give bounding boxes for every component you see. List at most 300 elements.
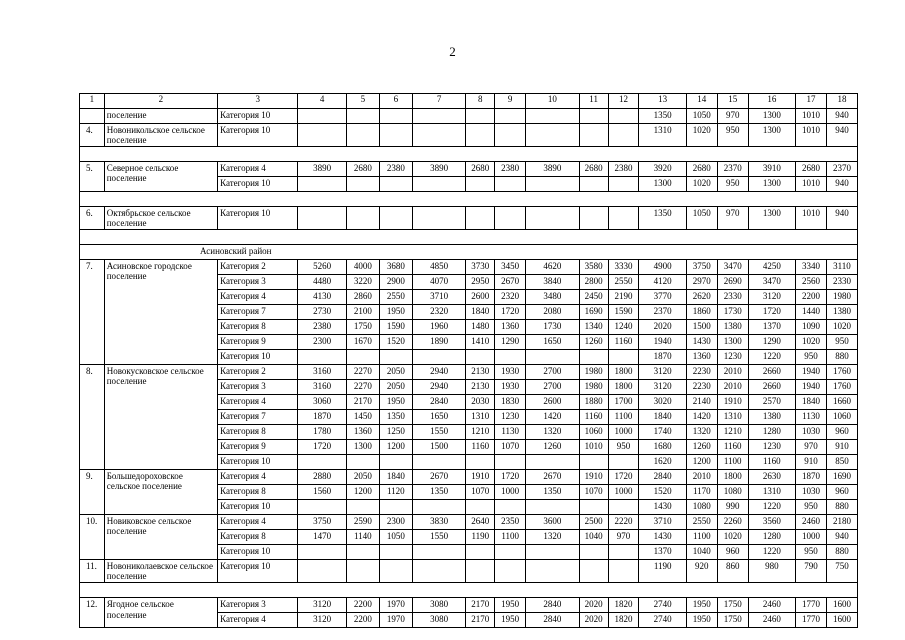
value-cell: 3710 bbox=[412, 290, 466, 305]
value-cell: 950 bbox=[796, 350, 827, 365]
value-cell bbox=[526, 124, 580, 147]
value-cell: 1890 bbox=[412, 335, 466, 350]
value-cell: 2460 bbox=[748, 613, 795, 628]
category-cell: Категория 2 bbox=[218, 365, 298, 380]
value-cell: 1210 bbox=[717, 425, 748, 440]
column-number-cell: 2 bbox=[104, 94, 217, 109]
value-cell: 4850 bbox=[412, 260, 466, 275]
value-cell: 1500 bbox=[412, 440, 466, 455]
value-cell: 1800 bbox=[608, 380, 639, 395]
value-cell: 1750 bbox=[717, 613, 748, 628]
value-cell: 1070 bbox=[466, 485, 495, 500]
value-cell: 1160 bbox=[608, 335, 639, 350]
value-cell: 3730 bbox=[466, 260, 495, 275]
row-number-cell: 11. bbox=[80, 560, 105, 583]
value-cell: 1300 bbox=[346, 440, 379, 455]
value-cell: 2180 bbox=[826, 515, 857, 530]
value-cell bbox=[608, 545, 639, 560]
value-cell: 960 bbox=[717, 545, 748, 560]
value-cell: 1690 bbox=[826, 470, 857, 485]
value-cell: 2460 bbox=[796, 515, 827, 530]
table-row bbox=[80, 515, 858, 530]
row-number-cell: 7. bbox=[80, 260, 105, 365]
value-cell: 1350 bbox=[379, 410, 412, 425]
value-cell: 2370 bbox=[639, 305, 686, 320]
category-cell: Категория 10 bbox=[218, 207, 298, 230]
value-cell bbox=[346, 350, 379, 365]
value-cell: 1230 bbox=[748, 440, 795, 455]
value-cell: 1380 bbox=[826, 305, 857, 320]
value-cell: 2100 bbox=[346, 305, 379, 320]
value-cell: 2680 bbox=[579, 162, 608, 177]
value-cell: 1760 bbox=[826, 365, 857, 380]
value-cell: 3890 bbox=[412, 162, 466, 177]
value-cell: 1230 bbox=[495, 410, 526, 425]
column-number-cell: 16 bbox=[748, 94, 795, 109]
table-row bbox=[80, 365, 858, 380]
value-cell bbox=[379, 560, 412, 583]
value-cell: 1020 bbox=[826, 320, 857, 335]
value-cell: 1430 bbox=[639, 500, 686, 515]
value-cell: 2840 bbox=[526, 613, 580, 628]
separator-cell bbox=[80, 192, 858, 207]
value-cell: 1820 bbox=[608, 613, 639, 628]
value-cell: 1000 bbox=[608, 425, 639, 440]
value-cell bbox=[466, 350, 495, 365]
value-cell: 3340 bbox=[796, 260, 827, 275]
value-cell bbox=[526, 207, 580, 230]
value-cell: 4120 bbox=[639, 275, 686, 290]
value-cell: 2840 bbox=[412, 395, 466, 410]
value-cell: 2130 bbox=[466, 380, 495, 395]
table-row bbox=[80, 560, 858, 583]
value-cell: 2550 bbox=[608, 275, 639, 290]
value-cell: 2690 bbox=[717, 275, 748, 290]
value-cell bbox=[379, 350, 412, 365]
value-cell: 1720 bbox=[298, 440, 346, 455]
category-cell: Категория 10 bbox=[218, 545, 298, 560]
value-cell: 4130 bbox=[298, 290, 346, 305]
value-cell: 1750 bbox=[346, 320, 379, 335]
value-cell: 960 bbox=[826, 485, 857, 500]
value-cell bbox=[608, 455, 639, 470]
district-heading: Асиновский район bbox=[80, 245, 858, 260]
value-cell: 1190 bbox=[639, 560, 686, 583]
value-cell: 1360 bbox=[346, 425, 379, 440]
value-cell: 1720 bbox=[495, 305, 526, 320]
value-cell: 2680 bbox=[466, 162, 495, 177]
value-cell bbox=[579, 124, 608, 147]
value-cell: 1300 bbox=[748, 207, 795, 230]
value-cell: 1380 bbox=[748, 410, 795, 425]
separator-row bbox=[80, 147, 858, 162]
value-cell bbox=[298, 455, 346, 470]
value-cell bbox=[346, 500, 379, 515]
value-cell: 1950 bbox=[686, 613, 717, 628]
value-cell: 4070 bbox=[412, 275, 466, 290]
category-cell: Категория 4 bbox=[218, 470, 298, 485]
table-row bbox=[80, 470, 858, 485]
settlement-name-cell: Октябрьское сельское поселение bbox=[104, 207, 217, 230]
settlement-name-cell: Новониколаевское сельское поселение bbox=[104, 560, 217, 583]
value-cell: 2900 bbox=[379, 275, 412, 290]
value-cell: 4480 bbox=[298, 275, 346, 290]
value-cell: 1100 bbox=[717, 455, 748, 470]
value-cell: 1260 bbox=[526, 440, 580, 455]
value-cell bbox=[495, 560, 526, 583]
value-cell bbox=[412, 109, 466, 124]
value-cell bbox=[526, 177, 580, 192]
category-cell: Категория 4 bbox=[218, 162, 298, 177]
value-cell: 1780 bbox=[298, 425, 346, 440]
value-cell bbox=[298, 109, 346, 124]
value-cell: 1840 bbox=[466, 305, 495, 320]
value-cell: 1050 bbox=[686, 109, 717, 124]
value-cell: 2950 bbox=[466, 275, 495, 290]
value-cell: 1940 bbox=[796, 365, 827, 380]
value-cell: 1840 bbox=[379, 470, 412, 485]
table-row bbox=[80, 207, 858, 230]
value-cell: 1450 bbox=[346, 410, 379, 425]
column-number-cell: 5 bbox=[346, 94, 379, 109]
value-cell: 2010 bbox=[717, 380, 748, 395]
tariff-table bbox=[79, 93, 858, 628]
value-cell bbox=[298, 207, 346, 230]
category-cell: Категория 10 bbox=[218, 500, 298, 515]
value-cell: 3840 bbox=[526, 275, 580, 290]
value-cell: 1080 bbox=[686, 500, 717, 515]
value-cell bbox=[379, 109, 412, 124]
value-cell: 1220 bbox=[748, 350, 795, 365]
value-cell: 2260 bbox=[717, 515, 748, 530]
value-cell: 4900 bbox=[639, 260, 686, 275]
value-cell: 2170 bbox=[466, 613, 495, 628]
value-cell bbox=[608, 109, 639, 124]
value-cell: 1950 bbox=[495, 598, 526, 613]
separator-row bbox=[80, 230, 858, 245]
category-cell: Категория 4 bbox=[218, 515, 298, 530]
value-cell: 1090 bbox=[796, 320, 827, 335]
value-cell: 1050 bbox=[686, 207, 717, 230]
value-cell: 2640 bbox=[466, 515, 495, 530]
value-cell: 990 bbox=[717, 500, 748, 515]
value-cell: 1350 bbox=[412, 485, 466, 500]
value-cell: 2660 bbox=[748, 380, 795, 395]
value-cell: 3480 bbox=[526, 290, 580, 305]
value-cell: 1170 bbox=[686, 485, 717, 500]
value-cell: 1930 bbox=[495, 365, 526, 380]
value-cell bbox=[608, 560, 639, 583]
value-cell: 960 bbox=[826, 425, 857, 440]
table-row bbox=[80, 260, 858, 275]
value-cell: 3600 bbox=[526, 515, 580, 530]
category-cell: Категория 7 bbox=[218, 305, 298, 320]
value-cell bbox=[412, 560, 466, 583]
value-cell: 1760 bbox=[826, 380, 857, 395]
value-cell: 2320 bbox=[412, 305, 466, 320]
value-cell: 1950 bbox=[379, 305, 412, 320]
column-number-cell: 9 bbox=[495, 94, 526, 109]
value-cell: 3770 bbox=[639, 290, 686, 305]
value-cell bbox=[412, 545, 466, 560]
value-cell: 1910 bbox=[717, 395, 748, 410]
value-cell: 1660 bbox=[826, 395, 857, 410]
value-cell: 2380 bbox=[379, 162, 412, 177]
value-cell bbox=[466, 545, 495, 560]
value-cell: 2590 bbox=[346, 515, 379, 530]
value-cell: 1320 bbox=[526, 425, 580, 440]
value-cell: 1940 bbox=[796, 380, 827, 395]
value-cell: 2050 bbox=[379, 380, 412, 395]
value-cell: 2230 bbox=[686, 380, 717, 395]
value-cell: 1480 bbox=[466, 320, 495, 335]
column-number-cell: 7 bbox=[412, 94, 466, 109]
value-cell: 1050 bbox=[379, 530, 412, 545]
value-cell: 2020 bbox=[579, 598, 608, 613]
value-cell: 940 bbox=[826, 207, 857, 230]
value-cell: 970 bbox=[608, 530, 639, 545]
value-cell: 940 bbox=[826, 530, 857, 545]
category-cell: Категория 2 bbox=[218, 260, 298, 275]
value-cell: 2940 bbox=[412, 380, 466, 395]
value-cell bbox=[346, 560, 379, 583]
value-cell: 1430 bbox=[686, 335, 717, 350]
settlement-name-cell: поселение bbox=[104, 109, 217, 124]
value-cell: 2200 bbox=[346, 598, 379, 613]
value-cell: 1720 bbox=[608, 470, 639, 485]
value-cell: 1720 bbox=[495, 470, 526, 485]
value-cell: 1600 bbox=[826, 598, 857, 613]
value-cell: 1500 bbox=[686, 320, 717, 335]
value-cell: 1240 bbox=[608, 320, 639, 335]
value-cell: 4250 bbox=[748, 260, 795, 275]
value-cell: 1160 bbox=[748, 455, 795, 470]
value-cell: 970 bbox=[796, 440, 827, 455]
value-cell: 880 bbox=[826, 350, 857, 365]
value-cell: 1060 bbox=[826, 410, 857, 425]
value-cell: 2460 bbox=[748, 598, 795, 613]
value-cell: 1870 bbox=[298, 410, 346, 425]
value-cell: 1230 bbox=[717, 350, 748, 365]
value-cell: 3330 bbox=[608, 260, 639, 275]
column-number-cell: 14 bbox=[686, 94, 717, 109]
value-cell: 1730 bbox=[717, 305, 748, 320]
value-cell: 2380 bbox=[298, 320, 346, 335]
value-cell: 3450 bbox=[495, 260, 526, 275]
table-row bbox=[80, 124, 858, 147]
value-cell: 2740 bbox=[639, 598, 686, 613]
value-cell: 2600 bbox=[526, 395, 580, 410]
value-cell bbox=[298, 124, 346, 147]
value-cell: 2140 bbox=[686, 395, 717, 410]
value-cell: 1200 bbox=[686, 455, 717, 470]
value-cell: 1740 bbox=[639, 425, 686, 440]
value-cell: 1350 bbox=[639, 109, 686, 124]
value-cell: 940 bbox=[826, 177, 857, 192]
value-cell: 2300 bbox=[298, 335, 346, 350]
value-cell: 1410 bbox=[466, 335, 495, 350]
value-cell: 1310 bbox=[466, 410, 495, 425]
value-cell: 1040 bbox=[579, 530, 608, 545]
value-cell: 5260 bbox=[298, 260, 346, 275]
value-cell: 3560 bbox=[748, 515, 795, 530]
value-cell: 1010 bbox=[579, 440, 608, 455]
value-cell: 2670 bbox=[495, 275, 526, 290]
value-cell: 1100 bbox=[608, 410, 639, 425]
separator-cell bbox=[80, 230, 858, 245]
value-cell: 1470 bbox=[298, 530, 346, 545]
settlement-name-cell: Асиновское городское поселение bbox=[104, 260, 217, 365]
value-cell: 1440 bbox=[796, 305, 827, 320]
value-cell: 1290 bbox=[748, 335, 795, 350]
row-number-cell: 4. bbox=[80, 124, 105, 147]
value-cell: 2050 bbox=[346, 470, 379, 485]
value-cell: 1260 bbox=[686, 440, 717, 455]
value-cell: 1020 bbox=[717, 530, 748, 545]
value-cell: 3890 bbox=[526, 162, 580, 177]
value-cell: 3890 bbox=[298, 162, 346, 177]
value-cell: 1680 bbox=[639, 440, 686, 455]
value-cell: 1650 bbox=[412, 410, 466, 425]
value-cell bbox=[579, 177, 608, 192]
category-cell: Категория 9 bbox=[218, 335, 298, 350]
value-cell: 1300 bbox=[748, 124, 795, 147]
value-cell: 2680 bbox=[686, 162, 717, 177]
value-cell: 2860 bbox=[346, 290, 379, 305]
value-cell: 1320 bbox=[526, 530, 580, 545]
value-cell: 2680 bbox=[346, 162, 379, 177]
category-cell: Категория 3 bbox=[218, 275, 298, 290]
value-cell bbox=[495, 500, 526, 515]
value-cell bbox=[495, 124, 526, 147]
settlement-name-cell: Новиковское сельское поселение bbox=[104, 515, 217, 560]
value-cell: 1010 bbox=[796, 207, 827, 230]
value-cell bbox=[579, 350, 608, 365]
value-cell: 2570 bbox=[748, 395, 795, 410]
column-number-cell: 6 bbox=[379, 94, 412, 109]
row-number-cell: 9. bbox=[80, 470, 105, 515]
value-cell: 790 bbox=[796, 560, 827, 583]
settlement-name-cell: Новоникольское сельское поселение bbox=[104, 124, 217, 147]
value-cell: 2380 bbox=[608, 162, 639, 177]
value-cell: 1430 bbox=[639, 530, 686, 545]
value-cell: 3750 bbox=[298, 515, 346, 530]
value-cell: 2200 bbox=[346, 613, 379, 628]
value-cell: 3220 bbox=[346, 275, 379, 290]
value-cell: 2130 bbox=[466, 365, 495, 380]
table-row bbox=[80, 598, 858, 613]
table-row bbox=[80, 162, 858, 177]
value-cell: 1520 bbox=[639, 485, 686, 500]
value-cell bbox=[346, 545, 379, 560]
value-cell: 1200 bbox=[379, 440, 412, 455]
value-cell: 2370 bbox=[717, 162, 748, 177]
value-cell bbox=[298, 500, 346, 515]
value-cell: 1770 bbox=[796, 598, 827, 613]
value-cell bbox=[608, 177, 639, 192]
category-cell: Категория 4 bbox=[218, 395, 298, 410]
value-cell bbox=[412, 455, 466, 470]
value-cell: 920 bbox=[686, 560, 717, 583]
value-cell: 1800 bbox=[608, 365, 639, 380]
value-cell: 1280 bbox=[748, 530, 795, 545]
value-cell: 2970 bbox=[686, 275, 717, 290]
column-number-cell: 17 bbox=[796, 94, 827, 109]
value-cell: 3580 bbox=[579, 260, 608, 275]
value-cell: 2320 bbox=[495, 290, 526, 305]
value-cell bbox=[495, 455, 526, 470]
value-cell: 3910 bbox=[748, 162, 795, 177]
value-cell: 2270 bbox=[346, 380, 379, 395]
value-cell: 1290 bbox=[495, 335, 526, 350]
column-number-cell: 13 bbox=[639, 94, 686, 109]
value-cell bbox=[579, 455, 608, 470]
category-cell: Категория 10 bbox=[218, 124, 298, 147]
value-cell bbox=[346, 177, 379, 192]
value-cell: 1370 bbox=[639, 545, 686, 560]
value-cell: 1940 bbox=[639, 335, 686, 350]
value-cell bbox=[466, 560, 495, 583]
value-cell: 3020 bbox=[639, 395, 686, 410]
value-cell: 1820 bbox=[608, 598, 639, 613]
value-cell: 1650 bbox=[526, 335, 580, 350]
value-cell: 3120 bbox=[298, 613, 346, 628]
value-cell: 1870 bbox=[796, 470, 827, 485]
column-number-cell: 8 bbox=[466, 94, 495, 109]
value-cell: 3920 bbox=[639, 162, 686, 177]
value-cell bbox=[495, 545, 526, 560]
row-number-cell: 6. bbox=[80, 207, 105, 230]
value-cell: 880 bbox=[826, 500, 857, 515]
value-cell: 2840 bbox=[639, 470, 686, 485]
value-cell bbox=[466, 124, 495, 147]
value-cell: 1070 bbox=[579, 485, 608, 500]
value-cell: 2560 bbox=[796, 275, 827, 290]
value-cell: 2840 bbox=[526, 598, 580, 613]
value-cell: 3160 bbox=[298, 365, 346, 380]
value-cell bbox=[466, 455, 495, 470]
value-cell: 2730 bbox=[298, 305, 346, 320]
value-cell: 1300 bbox=[639, 177, 686, 192]
value-cell: 1720 bbox=[748, 305, 795, 320]
value-cell: 1550 bbox=[412, 425, 466, 440]
column-number-cell: 18 bbox=[826, 94, 857, 109]
value-cell: 850 bbox=[826, 455, 857, 470]
value-cell: 1160 bbox=[466, 440, 495, 455]
value-cell: 3120 bbox=[639, 380, 686, 395]
value-cell bbox=[346, 124, 379, 147]
value-cell: 1360 bbox=[495, 320, 526, 335]
value-cell: 1380 bbox=[717, 320, 748, 335]
value-cell bbox=[579, 545, 608, 560]
value-cell: 1280 bbox=[748, 425, 795, 440]
value-cell: 950 bbox=[796, 500, 827, 515]
value-cell: 980 bbox=[748, 560, 795, 583]
value-cell: 1130 bbox=[796, 410, 827, 425]
value-cell: 1840 bbox=[639, 410, 686, 425]
value-cell: 2550 bbox=[379, 290, 412, 305]
value-cell: 1970 bbox=[379, 598, 412, 613]
value-cell: 1310 bbox=[639, 124, 686, 147]
value-cell: 2010 bbox=[686, 470, 717, 485]
value-cell: 1880 bbox=[579, 395, 608, 410]
column-number-cell: 3 bbox=[218, 94, 298, 109]
value-cell bbox=[379, 545, 412, 560]
value-cell bbox=[526, 455, 580, 470]
value-cell: 1000 bbox=[608, 485, 639, 500]
value-cell bbox=[495, 207, 526, 230]
value-cell: 1600 bbox=[826, 613, 857, 628]
